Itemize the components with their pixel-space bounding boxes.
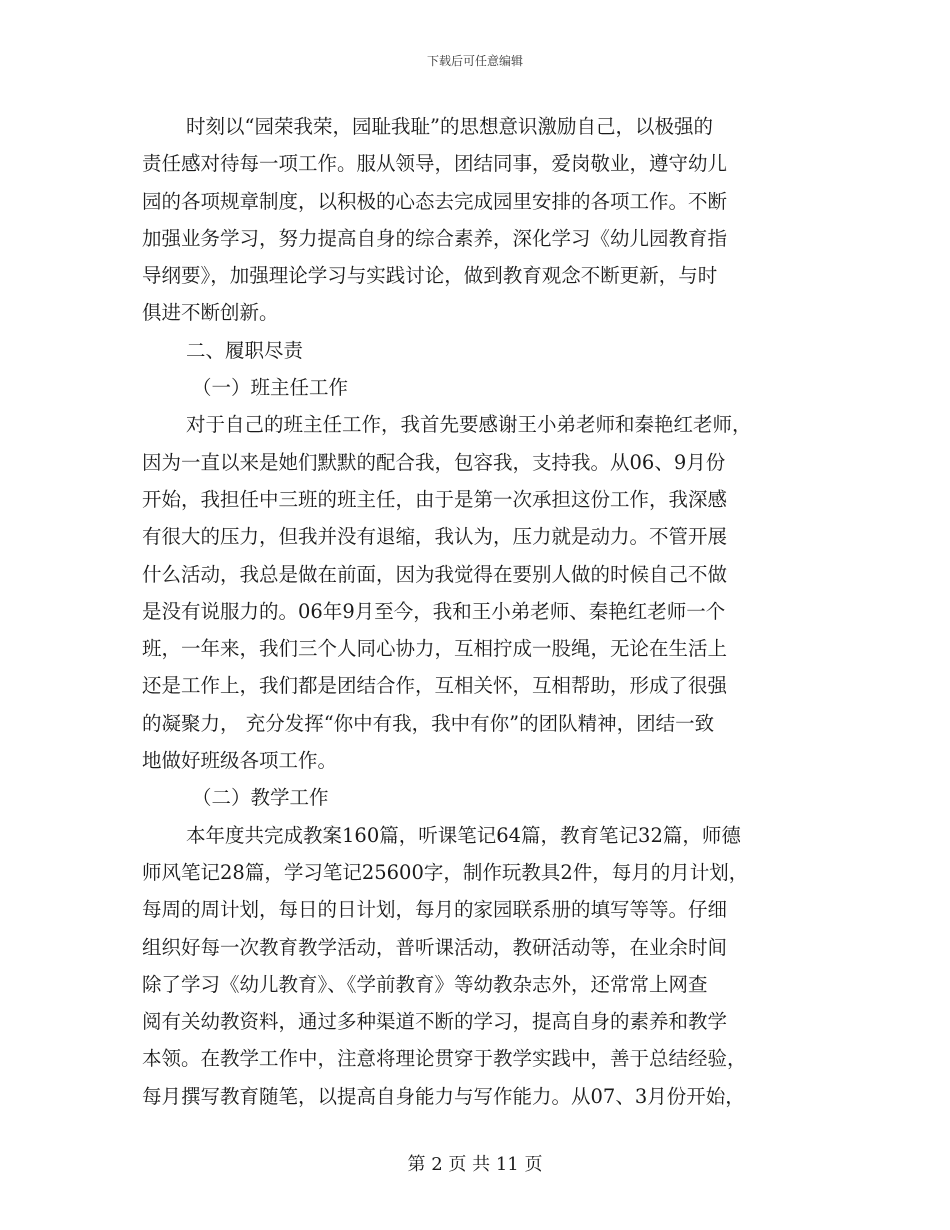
text-line: 本年度共完成教案160篇，听课笔记64篇，教育笔记32篇，师德 xyxy=(186,823,741,847)
text-line: 俱进不断创新。 xyxy=(142,301,279,325)
page-number-footer: 第 2 页 共 11 页 xyxy=(407,1154,543,1175)
text-line: 还是工作上，我们都是团结合作，互相关怀，互相帮助，形成了很强 xyxy=(142,674,728,698)
text-line: 导纲要》，加强理论学习与实践讨论，做到教育观念不断更新，与时 xyxy=(142,264,718,288)
text-line: 阅有关幼教资料，通过多种渠道不断的学习，提高自身的素养和教学 xyxy=(142,1010,728,1034)
section-heading: 二、履职尽责 xyxy=(186,338,304,362)
text-line: 师风笔记28篇，学习笔记25600字，制作玩教具2件，每月的月计划， xyxy=(142,860,749,884)
text-line: 因为一直以来是她们默默的配合我，包容我，支持我。从06、9月份 xyxy=(142,450,726,474)
text-line: 有很大的压力，但我并没有退缩，我认为，压力就是动力。不管开展 xyxy=(142,525,728,549)
text-line: 组织好每一次教育教学活动，普听课活动，教研活动等，在业余时间 xyxy=(142,935,728,959)
document-body xyxy=(142,108,814,1115)
text-line: 班，一年来，我们三个人同心协力，互相拧成一股绳，无论在生活上 xyxy=(142,637,728,661)
subsection-heading: （一）班主任工作 xyxy=(192,376,349,400)
text-line: 什么活动，我总是做在前面，因为我觉得在要别人做的时候自己不做 xyxy=(142,562,728,586)
subsection-heading: （二）教学工作 xyxy=(192,786,329,810)
text-line: 每周的周计划，每日的日计划，每月的家园联系册的填写等等。仔细 xyxy=(142,898,728,922)
text-line: 本领。在教学工作中，注意将理论贯穿于教学实践中，善于总结经验， xyxy=(142,1047,747,1071)
page-header: 下载后可任意编辑 xyxy=(426,54,523,68)
text-line: 开始，我担任中三班的班主任，由于是第一次承担这份工作，我深感 xyxy=(142,487,728,511)
text-line: 的凝聚力， 充分发挥“你中有我，我中有你”的团队精神，团结一致 xyxy=(142,711,715,735)
text-line: 地做好班级各项工作。 xyxy=(142,749,338,773)
text-line: 对于自己的班主任工作，我首先要感谢王小弟老师和秦艳红老师， xyxy=(186,413,752,437)
text-line: 除了学习《幼儿教育》、《学前教育》等幼教杂志外，还常常上网查 xyxy=(142,972,708,996)
text-line: 时刻以“园荣我荣，园耻我耻”的思想意识激励自己，以极强的 xyxy=(186,115,713,138)
text-line: 责任感对待每一项工作。服从领导，团结同事，爱岗敬业，遵守幼儿 xyxy=(142,152,728,176)
text-line: 每月撰写教育随笔，以提高自身能力与写作能力。从07、3月份开始， xyxy=(142,1084,745,1108)
text-line: 加强业务学习，努力提高自身的综合素养，深化学习《幼儿园教育指 xyxy=(142,226,728,250)
text-line: 园的各项规章制度，以积极的心态去完成园里安排的各项工作。不断 xyxy=(142,189,728,213)
text-line: 是没有说服力的。06年9月至今，我和王小弟老师、秦艳红老师一个 xyxy=(142,599,726,623)
